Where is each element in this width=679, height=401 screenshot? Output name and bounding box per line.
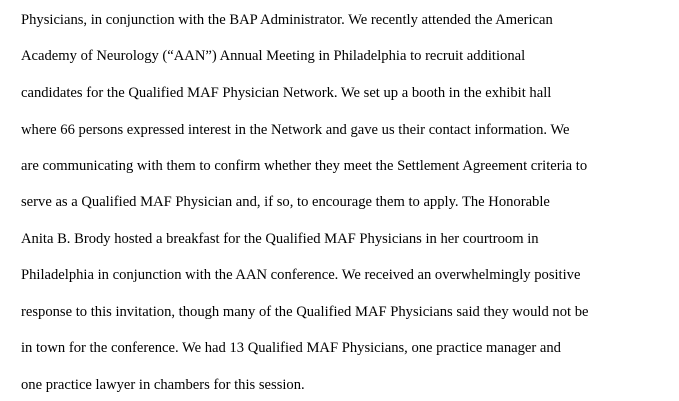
paragraph-line: are communicating with them to confirm whether they meet the Settlement Agreement criteria to (21, 158, 588, 174)
paragraph-line: Philadelphia in conjunction with the AAN conference. We received an overwhelmingly positive (21, 267, 581, 283)
paragraph-line: response to this invitation, though many of the Qualified MAF Physicians said they would not be (21, 304, 589, 320)
paragraph-line: Academy of Neurology (“AAN”) Annual Meeting in Philadelphia to recruit additional (21, 48, 526, 64)
paragraph-line: serve as a Qualified MAF Physician and, if so, to encourage them to apply. The Honorable (21, 194, 550, 210)
paragraph-line: in town for the conference. We had 13 Qualified MAF Physicians, one practice manager and (21, 340, 561, 356)
paragraph-line: Physicians, in conjunction with the BAP Administrator. We recently attended the American (21, 12, 553, 28)
paragraph-line: candidates for the Qualified MAF Physician Network. We set up a booth in the exhibit hall (21, 85, 552, 101)
paragraph-line: Anita B. Brody hosted a breakfast for the Qualified MAF Physicians in her courtroom in (21, 231, 539, 247)
paragraph-line: one practice lawyer in chambers for this session. (21, 377, 305, 393)
paragraph-line: where 66 persons expressed interest in the Network and gave us their contact information. We (21, 122, 570, 138)
